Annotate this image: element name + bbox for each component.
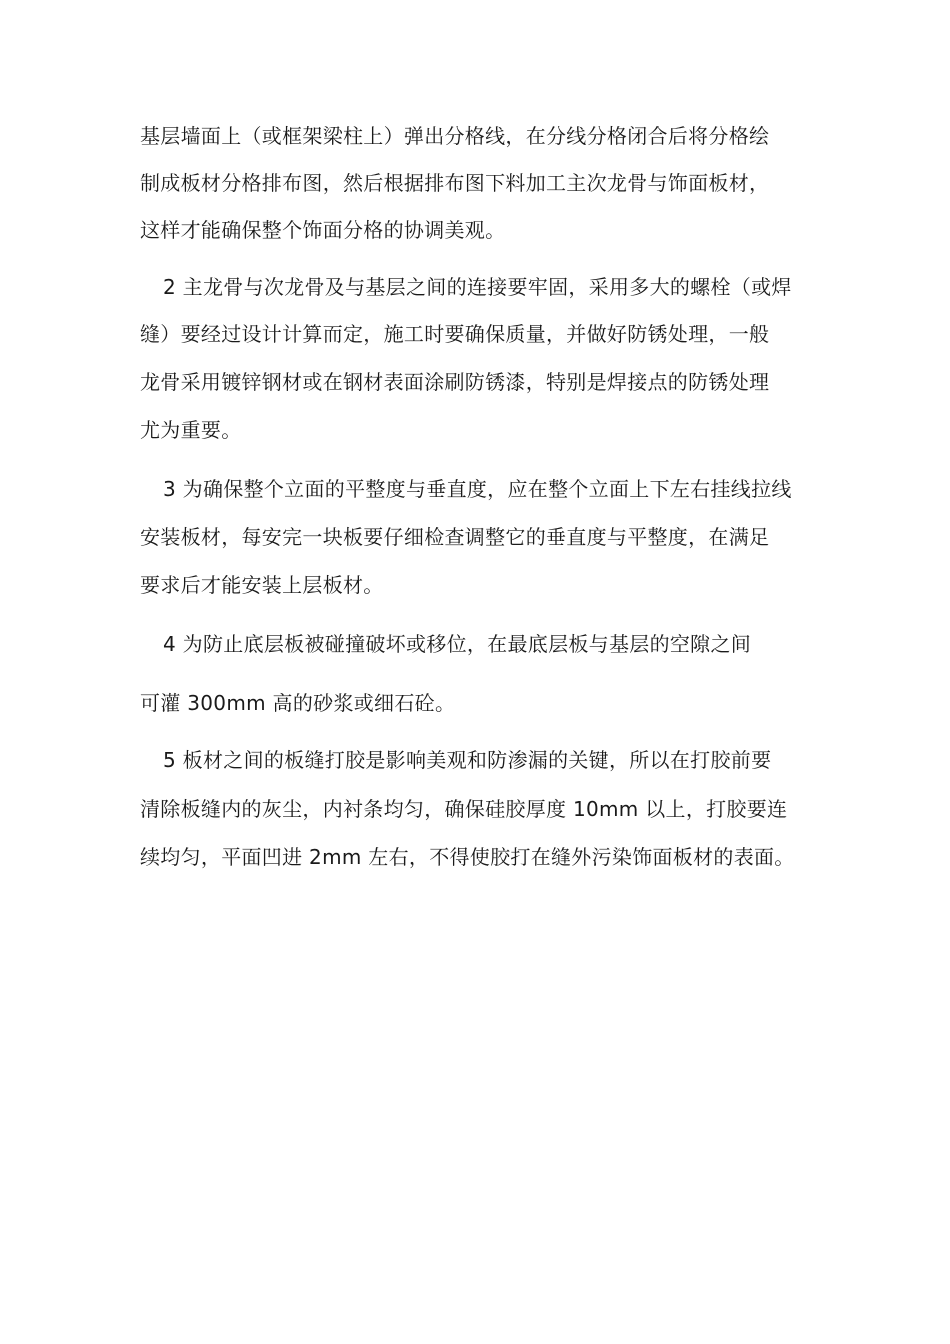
paragraph-1-line-3: 这样才能确保整个饰面分格的协调美观。 — [140, 218, 506, 242]
paragraph-3-line-3: 要求后才能安装上层板材。 — [140, 573, 384, 597]
paragraph-1-line-1: 基层墙面上（或框架梁柱上）弹出分格线，在分线分格闭合后将分格绘 — [140, 124, 770, 148]
paragraph-2-line-1: 2 主龙骨与次龙骨及与基层之间的连接要牢固，采用多大的螺栓（或焊 — [163, 275, 792, 299]
paragraph-5-line-3: 续均匀，平面凹进 2mm 左右，不得使胶打在缝外污染饰面板材的表面。 — [140, 845, 795, 869]
paragraph-5-line-2: 清除板缝内的灰尘，内衬条均匀，确保硅胶厚度 10mm 以上，打胶要连 — [140, 797, 788, 821]
paragraph-2-line-4: 尤为重要。 — [140, 418, 242, 442]
paragraph-2-line-3: 龙骨采用镀锌钢材或在钢材表面涂刷防锈漆，特别是焊接点的防锈处理 — [140, 370, 770, 394]
paragraph-2-line-2: 缝）要经过设计计算而定，施工时要确保质量，并做好防锈处理，一般 — [140, 322, 770, 346]
paragraph-4-line-1: 4 为防止底层板被碰撞破坏或移位，在最底层板与基层的空隙之间 — [163, 632, 752, 656]
paragraph-3-line-1: 3 为确保整个立面的平整度与垂直度，应在整个立面上下左右挂线拉线 — [163, 477, 792, 501]
paragraph-5-line-1: 5 板材之间的板缝打胶是影响美观和防渗漏的关键，所以在打胶前要 — [163, 748, 772, 772]
paragraph-4-line-2: 可灌 300mm 高的砂浆或细石砼。 — [140, 691, 456, 715]
paragraph-3-line-2: 安装板材，每安完一块板要仔细检查调整它的垂直度与平整度，在满足 — [140, 525, 770, 549]
paragraph-1-line-2: 制成板材分格排布图，然后根据排布图下料加工主次龙骨与饰面板材， — [140, 171, 770, 195]
